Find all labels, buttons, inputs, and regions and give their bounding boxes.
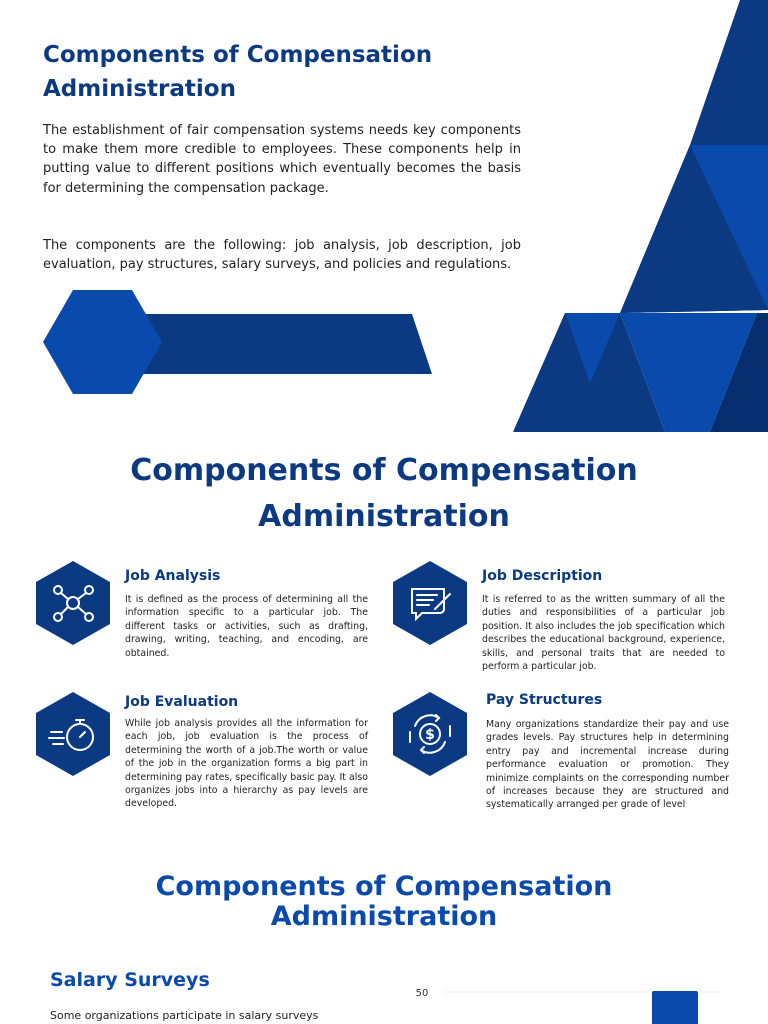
section3-paragraph: Some organizations participate in salary surveys xyxy=(50,1009,319,1022)
section1-paragraph-components: The components are the following: job analysis, job description, job evaluation, pay structures, salary surveys, and policies and regulations. xyxy=(43,238,521,273)
chart-bar xyxy=(652,991,698,1024)
section3-title: Components of Compensation Administration xyxy=(155,871,613,932)
section3-subtitle: Salary Surveys xyxy=(50,969,210,991)
dollar-exchange-icon xyxy=(393,692,467,776)
card-heading-job-description: Job Description xyxy=(482,568,603,584)
deco-bar xyxy=(140,314,432,374)
section1-paragraph-intro: The establishment of fair compensation systems needs key components to make them more credible to employees. These components help in putting value to different positions which eventually becomes the basis for determining the compensation package. xyxy=(43,123,521,196)
card-heading-pay-structures: Pay Structures xyxy=(486,692,603,708)
card-text-pay-structures: Many organizations standardize their pay and use grades levels. Pay structures help in determining entry pay and incremental increase during performance evaluation or promotion. They minimize complaints on the corresponding number of increases because they are structured and systematically arranged per grade of level xyxy=(486,719,729,811)
card-heading-job-analysis: Job Analysis xyxy=(125,568,221,584)
stopwatch-icon xyxy=(36,692,110,776)
document-edit-icon xyxy=(393,561,467,645)
card-text-job-evaluation: While job analysis provides all the information for each job, job evaluation is the process of determining the worth of a job.The worth or value of the job in the organization forms a big part in determining pay rates, specifically basic pay. It also organizes jobs into a hierarchy as pay levels are developed. xyxy=(125,718,368,810)
section2-title: Components of Compensation Administration xyxy=(130,453,638,534)
card-heading-job-evaluation: Job Evaluation xyxy=(125,694,239,710)
deco-triangle-top xyxy=(690,0,768,145)
salary-chart xyxy=(410,982,730,1024)
deco-hexagon xyxy=(43,290,162,394)
section1-title: Components of Compensation Administration xyxy=(43,42,433,102)
chart-y-tick-50: 50 xyxy=(415,988,429,999)
card-text-job-description: It is referred to as the written summary of all the duties and responsibilities of a particular job position. It also includes the job specification which describes the educational background, experience, skills, and personal traits that are needed to perform a particular job. xyxy=(482,594,725,673)
card-text-job-analysis: It is defined as the process of determining all the information specific to a particular job. The different tasks or activities, such as drafting, drawing, writing, teaching, and encoding, are obtained. xyxy=(125,594,368,659)
svg-text:$: $ xyxy=(425,727,435,743)
network-icon xyxy=(36,561,110,645)
